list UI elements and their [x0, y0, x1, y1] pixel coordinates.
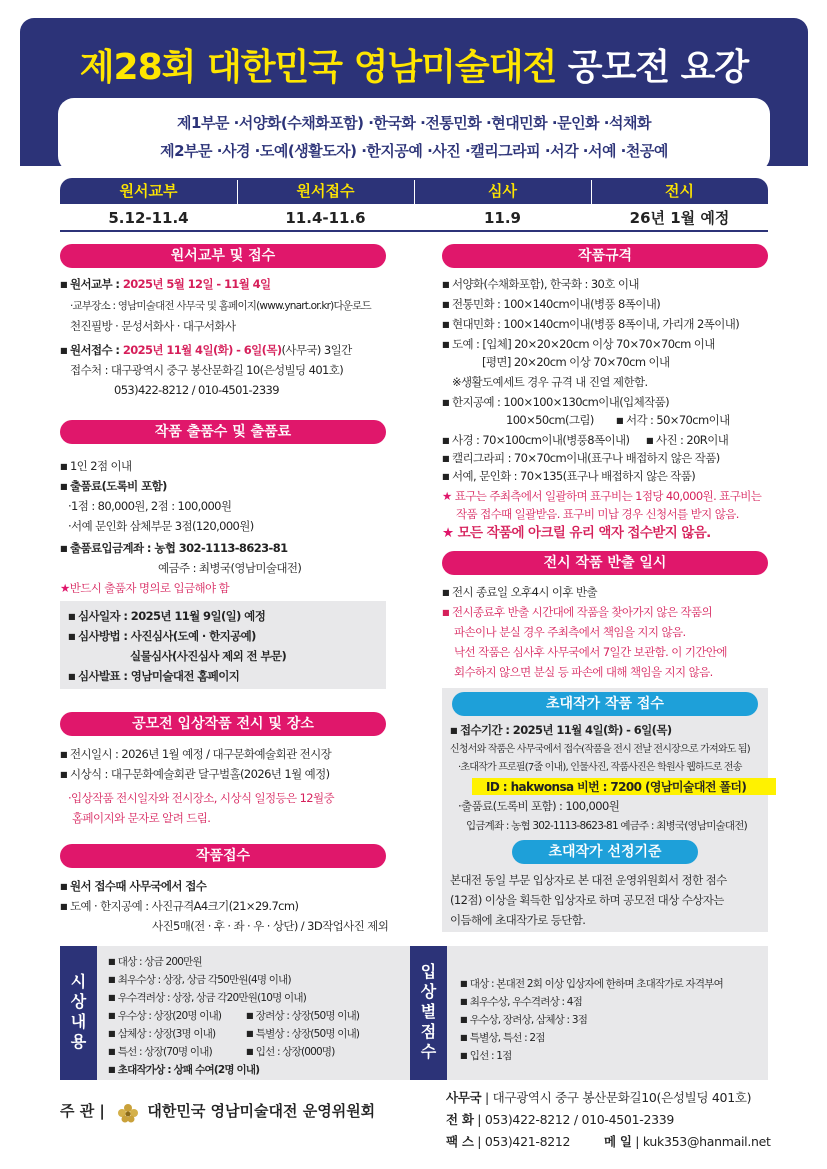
score-item: ■ 입선 : 1점 — [460, 1048, 512, 1064]
text-line: 이듬해에 초대작가로 등단함. — [450, 913, 586, 927]
text-line: 실물심사(사진심사 제외 전 부문) — [130, 649, 287, 663]
text-line: 100×50cm(그림) — [506, 413, 594, 427]
score-item: ■ 최우수상, 우수격려상 : 4점 — [460, 994, 582, 1010]
schedule-value: 11.4-11.6 — [237, 204, 414, 232]
text-line: 낙선 작품은 심사후 사무국에서 7일간 보관함. 이 기간안에 — [454, 645, 727, 659]
notice: 모든 작품에 아크릴 유리 액자 접수받지 않음. — [457, 525, 711, 541]
tel-label: 전 화 — [446, 1112, 474, 1127]
tag-char: 입 — [420, 962, 437, 981]
host-org: 대한민국 영남미술대전 운영위원회 — [147, 1102, 376, 1120]
text-line: 작품 접수때 일괄받음. 표구비 미납 경우 신청서를 받지 않음. — [456, 507, 739, 521]
text-line: 천진필방 · 문성서화사 · 대구서화사 — [70, 319, 236, 333]
text-line: ■ 전통민화 : 100×140cm이내(병풍 8폭이내) — [442, 296, 660, 313]
text-line: ■ 사경 : 70×100cm이내(병풍8폭이내) — [442, 432, 629, 449]
text-line: 사진5매(전 · 후 · 좌 · 우 · 상단) / 3D작업사진 제외 — [152, 919, 389, 933]
mail-line: 메 일 | kuk353@hanmail.net — [604, 1134, 771, 1149]
section-title-application: 원서교부 및 접수 — [60, 244, 386, 268]
category-line-2: 제2부문 ·사경 ·도예(생활도자) ·한지공예 ·사진 ·캘리그라피 ·서각 ·서예 ·천공예 — [160, 142, 668, 160]
section-title-fee: 작품 출품수 및 출품료 — [60, 420, 386, 444]
flower-logo-icon — [116, 1102, 140, 1126]
fax-line: 팩 스 | 053)421-8212 — [446, 1134, 571, 1149]
score-item: ■ 대상 : 본대전 2회 이상 입상자에 한하며 초대작가로 자격부여 — [460, 976, 723, 992]
text-line: 본대전 동일 부문 입상자로 본 대전 운영위원회서 정한 점수 — [450, 873, 727, 887]
section-title-invited: 초대작가 작품 접수 — [452, 692, 758, 716]
text-line: 예금주 : 최병국(영남미술대전) — [158, 561, 302, 575]
host-line — [60, 1100, 375, 1121]
award-item: ■ 입선 : 상장(000명) — [246, 1044, 335, 1060]
schedule-value: 26년 1월 예정 — [591, 204, 768, 232]
schedule-col — [237, 178, 414, 232]
page-title — [20, 46, 808, 90]
tag-char: 별 — [420, 1002, 437, 1021]
text-line: ·초대작가 프로필(7줄 이내), 인물사진, 작품사진은 학원사 웹하드로 전송 — [458, 762, 742, 773]
text-line: ·출품료(도록비 포함) : 100,000원 — [458, 799, 620, 813]
divider — [591, 180, 592, 230]
text-line: ■ 1인 2점 이내 — [60, 458, 132, 475]
office-line: 사무국 | 대구광역시 중구 봉산문화길10(은성빌딩 401호) — [446, 1090, 752, 1105]
divider — [237, 180, 238, 230]
section-title-return: 전시 작품 반출 일시 — [442, 551, 768, 575]
text-line: ■ 서예, 문인화 : 70×135(표구나 배접하지 않은 작품) — [442, 468, 695, 485]
suffix: (사무국) 3일간 — [281, 343, 352, 357]
award-item: ■ 대상 : 상금 200만원 — [108, 954, 202, 970]
text-line: ·서예 문인화 삼체부문 3점(120,000원) — [68, 519, 254, 533]
award-tag-left — [60, 946, 97, 1080]
host-label: 주 관 | — [60, 1102, 105, 1120]
schedule-head: 원서접수 — [237, 178, 414, 204]
webhard-credentials: ID : hakwonsa 비번 : 7200 (영남미술대전 폴더) — [486, 780, 747, 794]
text-line: ·1점 : 80,000원, 2점 : 100,000원 — [68, 499, 232, 513]
section-title-spec: 작품규격 — [442, 244, 768, 268]
category-box — [58, 98, 770, 172]
title-yellow: 제28회 대한민국 영남미술대전 — [79, 47, 557, 88]
date-value: 2025년 11월 4일(화) - 6일(목) — [122, 343, 282, 357]
award-tag-right — [410, 946, 447, 1080]
text-line: ■ 전시일시 : 2026년 1월 예정 / 대구문화예술회관 전시장 — [60, 746, 331, 763]
text-line: ■ 접수기간 : 2025년 11월 4일(화) - 6일(목) — [450, 722, 672, 739]
award-item: ■ 우수격려상 : 상장, 상금 각20만원(10명 이내) — [108, 990, 306, 1006]
notice: 반드시 출품자 명의로 입금해야 함 — [69, 581, 230, 595]
text-line: 053)422-8212 / 010-4501-2339 — [114, 383, 279, 397]
text-line: 신청서와 작품은 사무국에서 접수(작품을 전시 전날 전시장으로 가져와도 됨) — [450, 744, 750, 755]
tag-char: 상 — [420, 982, 437, 1001]
text-line: ■ 원서 접수때 사무국에서 접수 — [60, 878, 206, 895]
mail-label: 메 일 — [604, 1134, 632, 1149]
schedule-value: 11.9 — [414, 204, 591, 232]
text-line: ■ 캘리그라피 : 70×70cm이내(표구나 배접하지 않은 작품) — [442, 450, 720, 467]
text-line: [평면] 20×20cm 이상 70×70cm 이내 — [482, 355, 670, 369]
text-line: ※생활도예세트 경우 규격 내 진열 제한함. — [452, 375, 648, 389]
award-item: ■ 우수상 : 상장(20명 이내) — [108, 1008, 221, 1024]
tag-char: 용 — [70, 1032, 87, 1051]
text-line: 파손이나 분실 경우 주최측에서 책임을 지지 않음. — [454, 625, 686, 639]
text-line: 홈페이지와 문자로 알려 드림. — [72, 811, 211, 825]
section-title-criteria: 초대작가 선정기준 — [512, 840, 698, 864]
text-line: ■ 도예 : [입체] 20×20×20cm 이상 70×70×70cm 이내 — [442, 336, 715, 353]
text-line: 접수처 : 대구광역시 중구 봉산문화길 10(은성빌딩 401호) — [70, 363, 344, 377]
text-line: 회수하지 않으면 분실 등 파손에 대해 책임을 지지 않음. — [454, 665, 713, 679]
header-banner — [20, 18, 808, 166]
text-line: ·교부장소 : 영남미술대전 사무국 및 홈페이지(www.ynart.or.kr)다운로드 — [70, 300, 371, 312]
title-white: 공모전 요강 — [567, 47, 749, 88]
text-line: ·입상작품 전시일자와 전시장소, 시상식 일정등은 12월중 — [68, 791, 335, 805]
tag-char: 점 — [420, 1022, 437, 1041]
award-item: ■ 삼체상 : 상장(3명 이내) — [108, 1026, 215, 1042]
tel-line: 전 화 | 053)422-8212 / 010-4501-2339 — [446, 1112, 675, 1127]
date-value: 2025년 5월 12일 - 11월 4일 — [122, 277, 271, 291]
text-line: ■ 심사방법 : 사진심사(도예 · 한지공예) — [68, 628, 256, 645]
text-line: ■ 현대민화 : 100×140cm이내(병풍 8폭이내, 가리개 2폭이내) — [442, 316, 739, 333]
office-address: 대구광역시 중구 봉산문화길10(은성빌딩 401호) — [492, 1090, 752, 1105]
text-line — [60, 276, 271, 293]
tag-char: 상 — [70, 992, 87, 1011]
schedule-table — [60, 178, 768, 232]
text-line: ■ 사진 : 20R이내 — [646, 432, 728, 449]
label: 원서접수 : — [69, 343, 123, 357]
text-line: ■ 출품료입금계좌 : 농협 302-1113-8623-81 — [60, 540, 288, 557]
text-line — [60, 580, 229, 596]
star-icon: ★ — [442, 489, 455, 503]
text-line: 입금계좌 : 농협 302-1113-8623-81 예금주 : 최병국(영남미술대전) — [466, 820, 747, 832]
schedule-col — [60, 178, 237, 232]
schedule-head: 전시 — [591, 178, 768, 204]
tag-char: 내 — [70, 1012, 87, 1031]
mail-address: kuk353@hanmail.net — [642, 1134, 771, 1149]
tag-char: 수 — [420, 1042, 437, 1061]
schedule-col — [591, 178, 768, 232]
label: 원서교부 : — [69, 277, 123, 291]
schedule-col — [414, 178, 591, 232]
divider — [414, 180, 415, 230]
text-line: ■ 한지공예 : 100×100×130cm이내(입체작품) — [442, 394, 669, 411]
text-line: ■ 서양화(수채화포함), 한국화 : 30호 이내 — [442, 276, 639, 293]
award-item: ■ 최우수상 : 상장, 상금 각50만원(4명 이내) — [108, 972, 291, 988]
section-title-exhibition: 공모전 입상작품 전시 및 장소 — [60, 712, 386, 736]
text-line: ■ 출품료(도록비 포함) — [60, 478, 167, 495]
text-line: ■ 전시 종료일 오후4시 이후 반출 — [442, 584, 597, 601]
fax-number: 053)421-8212 — [484, 1134, 571, 1149]
star-icon: ★ — [60, 581, 70, 595]
text-line: ■ 전시종료후 반출 시간대에 작품을 찾아가지 않은 작품의 — [442, 604, 712, 621]
award-item: ■ 초대작가상 : 상패 수여(2명 이내) — [108, 1062, 259, 1078]
text-line — [60, 342, 352, 359]
score-item: ■ 우수상, 장려상, 삼체상 : 3점 — [460, 1012, 587, 1028]
text-line: ■ 도예 · 한지공예 : 사진규격A4크기(21×29.7cm) — [60, 898, 298, 915]
schedule-head: 원서교부 — [60, 178, 237, 204]
fax-label: 팩 스 — [446, 1134, 474, 1149]
schedule-value: 5.12-11.4 — [60, 204, 237, 232]
star-icon: ★ — [442, 525, 458, 541]
category-line-1: 제1부문 ·서양화(수채화포함) ·한국화 ·전통민화 ·현대민화 ·문인화 ·석채화 — [177, 114, 651, 132]
text-line: ■ 심사일자 : 2025년 11월 9일(일) 예정 — [68, 608, 265, 625]
score-item: ■ 특별상, 특선 : 2점 — [460, 1030, 545, 1046]
text-line: ■ 심사발표 : 영남미술대전 홈페이지 — [68, 668, 239, 685]
text-line: ■ 시상식 : 대구문화예술회관 달구벌홀(2026년 1월 예정) — [60, 766, 330, 783]
tel-number: 053)422-8212 / 010-4501-2339 — [484, 1112, 675, 1127]
office-label: 사무국 — [446, 1090, 482, 1105]
award-item: ■ 특선 : 상장(70명 이내) — [108, 1044, 212, 1060]
notice: 표구는 주최측에서 일괄하며 표구비는 1점당 40,000원. 표구비는 — [454, 489, 762, 503]
section-title-submission: 작품접수 — [60, 844, 386, 868]
text-line — [442, 488, 761, 504]
text-line: (12점) 이상을 획득한 입상자로 하며 공모전 대상 수상자는 — [450, 893, 724, 907]
award-item: ■ 장려상 : 상장(50명 이내) — [246, 1008, 359, 1024]
award-item: ■ 특별상 : 상장(50명 이내) — [246, 1026, 359, 1042]
text-line: ■ 서각 : 50×70cm이내 — [616, 412, 730, 429]
text-line — [442, 524, 711, 542]
tag-char: 시 — [70, 972, 87, 991]
schedule-head: 심사 — [414, 178, 591, 204]
